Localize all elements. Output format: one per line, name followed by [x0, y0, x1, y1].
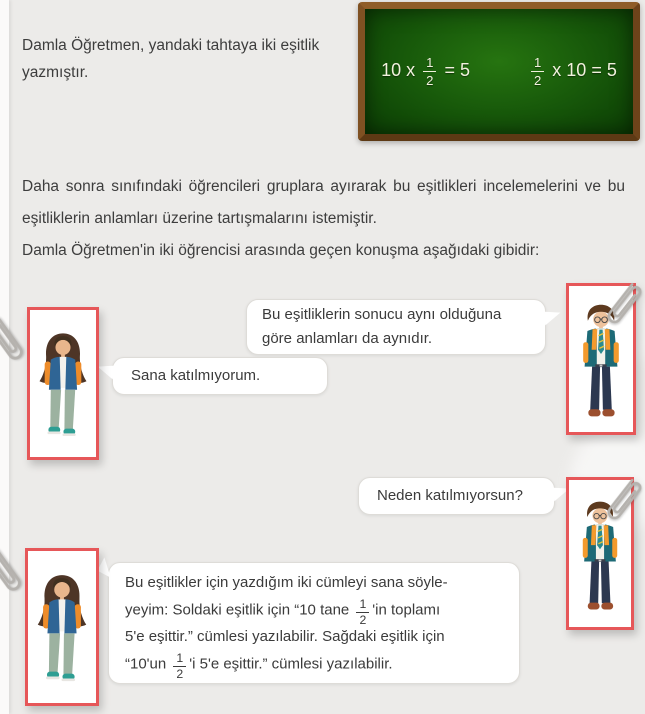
bubble-tail — [97, 557, 117, 577]
girl-speech-text-2: Bu eşitlikler için yazdığım iki cümleyi sana söyle- yeyim: Soldaki eşitlik için “10 tane $\frac{1}{2}$ 'in toplamı 5'e eşittir.” cümlesi yazılabilir. Sağdaki eşitlik için “10'un $\frac{1}{2}$ 'i 5'e eşittir.” cümlesi yazılabilir. — [125, 574, 448, 682]
boy-speech-text-1: Bu eşitliklerin sonucu aynı olduğuna göre anlamları da aynıdır. — [262, 306, 502, 347]
chalkboard — [358, 2, 640, 141]
boy-speech-bubble-2 — [358, 477, 555, 515]
intro-paragraph: Damla Öğretmen, yandaki tahtaya iki eşitlik yazmıştır. — [22, 37, 320, 81]
fraction: $\frac{1}{2}$ — [423, 56, 436, 86]
boy-speech-bubble-1 — [246, 299, 546, 355]
girl-student-figure — [30, 554, 94, 703]
girl-speech-bubble-2 — [108, 562, 520, 684]
dialogue-intro-paragraph: Damla Öğretmen'in iki öğrencisi arasında geçen konuşma aşağıdaki gibidir: — [22, 242, 540, 259]
girl-student-figure — [32, 313, 94, 457]
girl-student-photo-1 — [27, 307, 99, 460]
equation-right: $\frac{1}{2}$ x 10 = 5 — [528, 56, 617, 86]
girl-student-photo-2 — [25, 548, 99, 706]
equation-left: 10 x $\frac{1}{2}$ = 5 — [381, 55, 470, 88]
girl-speech-bubble-1 — [112, 357, 328, 395]
bubble-tail — [543, 309, 562, 326]
fraction: $\frac{1}{2}$ — [356, 598, 369, 627]
fraction: $\frac{1}{2}$ — [173, 652, 186, 681]
task-paragraph: Daha sonra sınıfındaki öğrencileri gruplara ayırarak bu eşitlikleri incelemelerini ve bu eşitliklerin anlamları üzerine tartışmalarını istemiştir. — [22, 178, 625, 227]
fraction: $\frac{1}{2}$ — [531, 56, 544, 86]
boy-speech-text-2: Neden katılmıyorsun? — [377, 487, 523, 504]
girl-speech-text-1: Sana katılmıyorum. — [131, 367, 261, 384]
